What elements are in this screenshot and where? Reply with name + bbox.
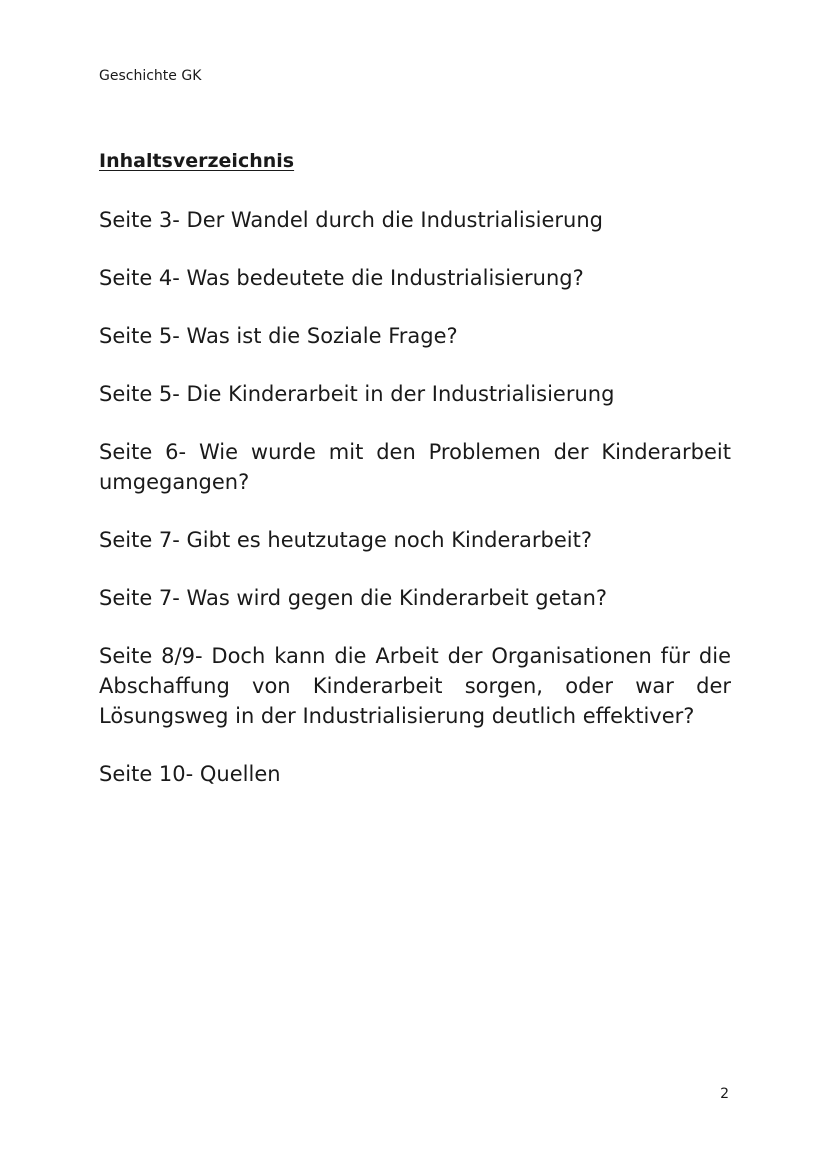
toc-item: Seite 4- Was bedeutete die Industrialisierung? (99, 266, 584, 290)
toc-title: Inhaltsverzeichnis (99, 150, 295, 172)
toc-item: Seite 10- Quellen (99, 762, 281, 786)
toc-item: Seite 5- Die Kinderarbeit in der Industrialisierung (99, 382, 615, 406)
toc-item: Seite 8/9- Doch kann die Arbeit der Organisationen für die Abschaffung von Kinderarbeit sorgen, oder war der Lösungsweg in der Industrialisierung deutlich effektiver? (99, 644, 731, 728)
page-header: Geschichte GK (99, 68, 202, 84)
page-number: 2 (720, 1086, 729, 1102)
toc-item: Seite 7- Was wird gegen die Kinderarbeit getan? (99, 586, 608, 610)
toc-list (99, 205, 731, 817)
toc-item: Seite 3- Der Wandel durch die Industrialisierung (99, 208, 603, 232)
toc-item: Seite 5- Was ist die Soziale Frage? (99, 324, 458, 348)
toc-item: Seite 6- Wie wurde mit den Problemen der Kinderarbeit umgegangen? (99, 440, 731, 494)
toc-item: Seite 7- Gibt es heutzutage noch Kinderarbeit? (99, 528, 592, 552)
